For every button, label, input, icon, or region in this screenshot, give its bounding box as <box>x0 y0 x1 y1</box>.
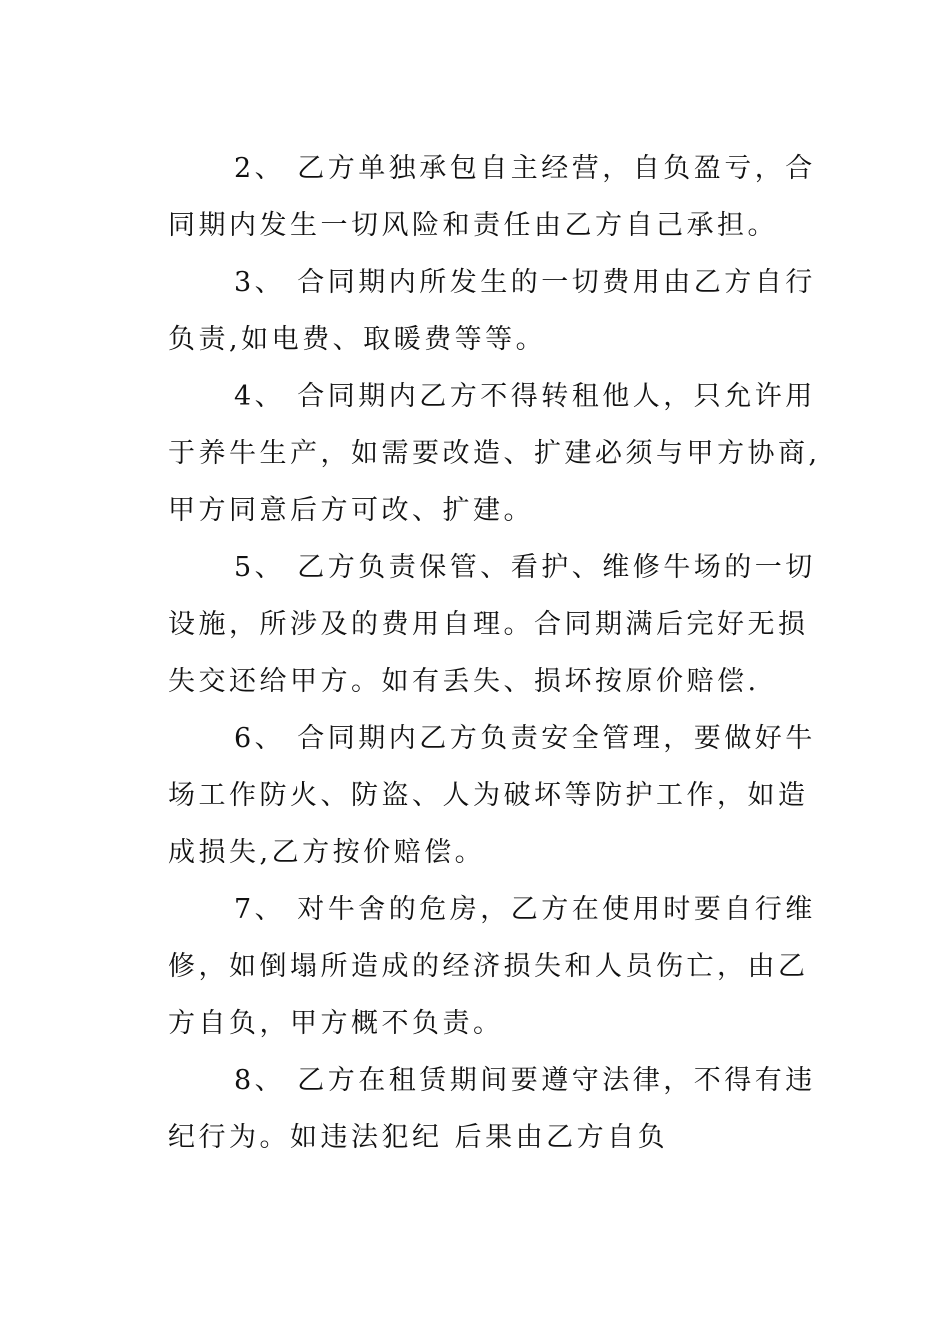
clause-5-line-3: 失交还给甲方。如有丢失、损坏按原价赔偿. <box>168 666 760 697</box>
clause-5 <box>168 539 816 710</box>
clause-7-line-2: 修，如倒塌所造成的经济损失和人员伤亡，由乙 <box>168 951 809 982</box>
clause-3-line-2: 负责,如电费、取暖费等等。 <box>168 324 547 355</box>
clause-7 <box>168 881 816 1052</box>
clause-4-line-3: 甲方同意后方可改、扩建。 <box>168 495 534 526</box>
clause-2-line-2: 同期内发生一切风险和责任由乙方自己承担。 <box>168 210 778 241</box>
clause-5-line-2: 设施，所涉及的费用自理。合同期满后完好无损 <box>168 609 809 640</box>
clause-7-line-3: 方自负，甲方概不负责。 <box>168 1008 504 1039</box>
clause-8-line-2: 纪行为。如违法犯纪 后果由乙方自负 <box>168 1122 669 1153</box>
clause-7-line-1: 7、 对牛舍的危房，乙方在使用时要自行维 <box>234 894 816 925</box>
clause-2 <box>168 140 816 254</box>
clause-8-line-1: 8、 乙方在租赁期间要遵守法律，不得有违 <box>234 1065 816 1096</box>
clause-8 <box>168 1052 816 1166</box>
document-body <box>168 140 821 1166</box>
clause-3-line-1: 3、 合同期内所发生的一切费用由乙方自行 <box>234 267 816 298</box>
clause-3 <box>168 254 816 368</box>
clause-6-line-1: 6、 合同期内乙方负责安全管理，要做好牛 <box>234 723 816 754</box>
clause-4-line-1: 4、 合同期内乙方不得转租他人，只允许用 <box>234 381 816 412</box>
clause-4-line-2: 于养牛生产，如需要改造、扩建必须与甲方协商, <box>168 438 821 469</box>
clause-6-line-2: 场工作防火、防盗、人为破坏等防护工作，如造 <box>168 780 809 811</box>
clause-6-line-3: 成损失,乙方按价赔偿。 <box>168 837 486 868</box>
clause-4 <box>168 368 821 539</box>
clause-2-line-1: 2、 乙方单独承包自主经营，自负盈亏，合 <box>234 153 816 184</box>
clause-6 <box>168 710 816 881</box>
clause-5-line-1: 5、 乙方负责保管、看护、维修牛场的一切 <box>234 552 816 583</box>
